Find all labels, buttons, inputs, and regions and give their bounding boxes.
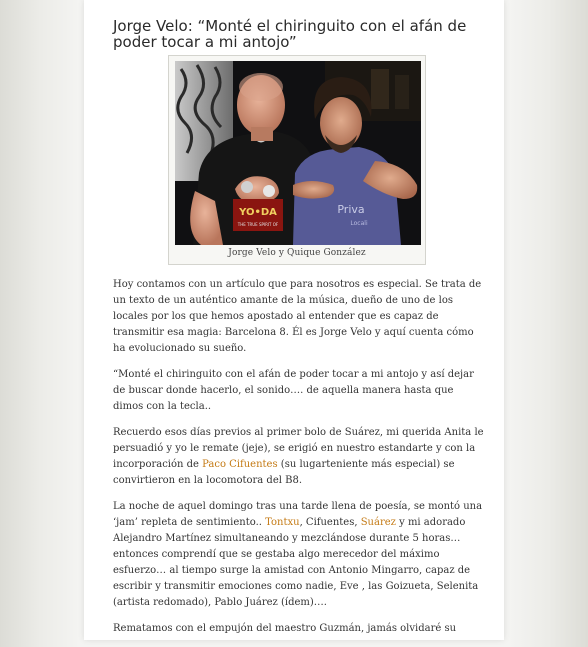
- paragraph-jam: [113, 499, 485, 611]
- paragraph-quote: “Monté el chiringuito con el afán de poder tocar a mi antojo y así dejar de buscar donde hacerlo, el sonido…. de aquella manera hasta que dimos con la tecla..: [113, 369, 474, 412]
- paragraph-intro: Hoy contamos con un artículo que para nosotros es especial. Se trata de un texto de un auténtico amante de la música, dueño de uno de los locales por los que hemos apostado al entender que es capaz de transmitir esa magia: Barcelona 8. Él es Jorge Velo y aquí cuenta cómo ha evolucionado su sueño.: [113, 279, 482, 354]
- shirt-text-right: Priva: [337, 203, 365, 216]
- link-paco-cifuentes[interactable]: Paco Cifuentes: [202, 459, 278, 470]
- photo-illustration: [175, 61, 421, 245]
- shirt-subtext-right: Locali: [350, 220, 368, 227]
- image-caption: Jorge Velo y Quique González: [228, 248, 366, 258]
- link-suarez[interactable]: Suárez: [360, 517, 396, 528]
- paragraph-text: , Cifuentes,: [299, 517, 361, 528]
- paragraph-guzman: Rematamos con el empujón del maestro Guzmán, jamás olvidaré su: [113, 623, 457, 634]
- paragraph-text: La noche de aquel domingo tras una tarde llena de poesía, se montó una ‘jam’ repleta de sentimiento..: [113, 501, 483, 528]
- article-title: Jorge Velo: “Monté el chiringuito con el afán de poder tocar a mi antojo”: [113, 17, 467, 51]
- paragraph-text: y mi adorado Alejandro Martínez simultaneando y mezclándose durante 5 horas… entonces comprendí que se gestaba algo merecedor del máximo esfuerzo… al tiempo surge la amistad con Antonio Mingarro, capaz de escribir y transmitir emociones como nadie, Eve , las Goizueta, Selenita (artista redomado), Pablo Juárez (ídem)….: [113, 517, 479, 608]
- link-tontxu[interactable]: Tontxu: [265, 517, 300, 528]
- article-photo: [175, 61, 421, 245]
- shirt-text-left: YO•DA: [239, 207, 277, 218]
- shirt-subtext-left: THE TRUE SPIRIT OF: [237, 222, 279, 227]
- paragraph-text: Recuerdo esos días previos al primer bolo de Suárez, mi querida Anita le persuadió y yo le remate (jeje), se erigió en nuestro estandarte y con la incorporación de: [113, 427, 484, 470]
- paragraph-suarez: [113, 425, 485, 489]
- article-body: [113, 277, 485, 647]
- paragraph-text: (su lugarteniente más especial) se convirtieron en la locomotora del B8.: [113, 459, 455, 486]
- article-figure: [168, 55, 426, 265]
